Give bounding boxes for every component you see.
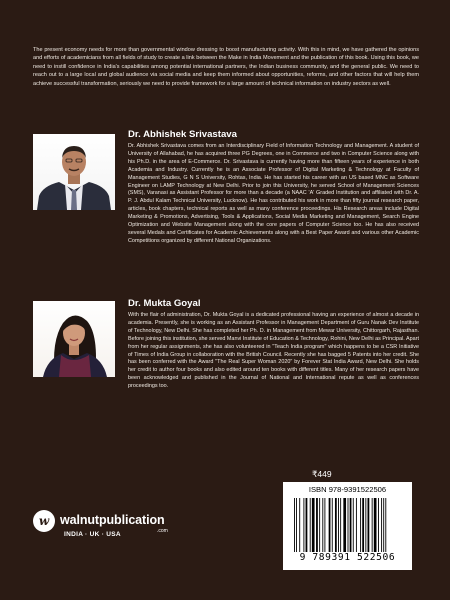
barcode-bar	[294, 498, 295, 552]
barcode-bar	[348, 498, 349, 552]
barcode-bar	[365, 498, 366, 552]
barcode-bar	[343, 498, 346, 552]
barcode-bar	[381, 498, 382, 552]
author-photo-abhishek	[33, 134, 115, 210]
barcode-bar	[378, 498, 379, 552]
barcode-bar	[362, 498, 364, 552]
barcode-bar	[374, 498, 377, 552]
publisher-name: walnutpublication	[60, 513, 165, 527]
intro-paragraph: The present economy needs for more than governmental window dressing to boost manufacturing activity. With this in mind, we have gathered the opinions and efforts of academicians from all fields of study to create a link between the Make in India Movement and the publication of this book. Using this book, we need to instill confidence in India's capabilities among potential international partners, the Indian business community, and the general public. We need to reach out to a large local and global audience via social media and keep them informed about opportunities, reforms, and other factors that will help them achieve successful transformation, seriously we need to provide framework for a large amount of technical information on industry sectors as well.	[33, 47, 419, 87]
barcode-bar	[322, 498, 323, 552]
publisher-regions: INDIA · UK · USA	[64, 531, 121, 538]
barcode-bar	[329, 498, 331, 552]
barcode-bar	[385, 498, 386, 552]
barcode-bar	[324, 498, 325, 552]
barcode-bar	[356, 498, 357, 552]
publisher-logo	[33, 508, 213, 558]
barcode-bar	[299, 498, 300, 552]
barcode-bar	[332, 498, 333, 552]
barcode-bar	[383, 498, 384, 552]
barcode-bar	[316, 498, 318, 552]
author-bio: With the flair of administration, Dr. Mukta Goyal is a dedicated professional having an experience of almost a decade in academia. Presently, she is working as an Assistant Professor in Management Department of Guru Nanak Dev Institute of Technology, New Delhi. She has completed her Ph. D. in Management from Mewar University, Chittorgarh, Rajasthan. Before joining this institution, she served Manvi Institute of Education & Technology, Rohini, New Delhi as Principal. Apart from her regular assignments, she has also volunteered in "Teach India program" which happens to be a CSR Initiative of Times of India Group in collaboration with the British Council. Recently she has bagged 5 Patents into her credit. She has been conferred with the Award "The Real Super Woman 2020" by Forever Stat India Award, New Delhi. She holds her credit to author four books and also edited around ten books with different titles. Many of her research papers have been acknowledged and published in the Journal of National and International repute as well as conferences proceedings too.	[128, 312, 419, 390]
barcode-number: 9 789391 522506	[299, 552, 396, 563]
author-name: Dr. Mukta Goyal	[128, 298, 201, 309]
author-block-mukta	[33, 298, 419, 460]
barcode-bar	[312, 498, 315, 552]
author-name: Dr. Abhishek Srivastava	[128, 129, 237, 140]
barcode-bar	[319, 498, 320, 552]
price-label: ₹449	[312, 469, 332, 479]
barcode-bars	[290, 498, 405, 552]
barcode-bar	[310, 498, 311, 552]
barcode-bar	[368, 498, 370, 552]
barcode-bar	[350, 498, 352, 552]
publisher-logo-mark: w	[33, 510, 55, 532]
barcode-bar	[306, 498, 308, 552]
barcode-bar	[360, 498, 361, 552]
isbn-label: ISBN 978-9391522506	[308, 485, 387, 494]
barcode-bar	[353, 498, 354, 552]
author-block-abhishek	[33, 129, 419, 295]
barcode-bar	[338, 498, 339, 552]
barcode-box	[283, 482, 412, 570]
barcode-bar	[372, 498, 373, 552]
barcode-bar	[296, 498, 297, 552]
barcode-bar	[340, 498, 341, 552]
barcode-bar	[335, 498, 337, 552]
author-bio: Dr. Abhishek Srivastava comes from an Interdisciplinary Field of Information Technology and Management. A student of University of Allahabad, he has acquired three PG Degrees, one in Commerce and two in Computer Science along with his Ph.D. in the area of E-Commerce. Dr. Srivastava is currently having more than fifteen years of experience in both Academia and Industry. Currently he is an Associate Professor of Digital Marketing & Technology at Faculty of Management Studies, G N S University, Rohtas, India. He has started his career with an US based MNC as Software Engineer on LAMP Technology at New Delhi. Prior to join this University, he served School of Management Sciences (SMS), Varanasi as Assistant Professor for more than a decade (a NAAC 'A' Graded Institution and affiliated with Dr. A. P. J. Abdul Kalam Technical University, Lucknow). He has contributed his work in more than fifty journal research paper, articles, book chapters, technical reports as well as many conference proceedings. His Research areas include Digital Marketing & Promotions, Advertising, Tools & Applications, Social Media Marketing and Management, Search Engine Optimization and Website Management along with the core papers of Computer Science too. He has also received several Medals and Certificates for Academic Achievements along with a Best Paper Award and various other Academic Competitions organized by different National Organizations.	[128, 143, 419, 244]
author-photo-mukta	[33, 301, 115, 377]
publisher-suffix: .com	[157, 528, 168, 534]
barcode-bar	[303, 498, 304, 552]
